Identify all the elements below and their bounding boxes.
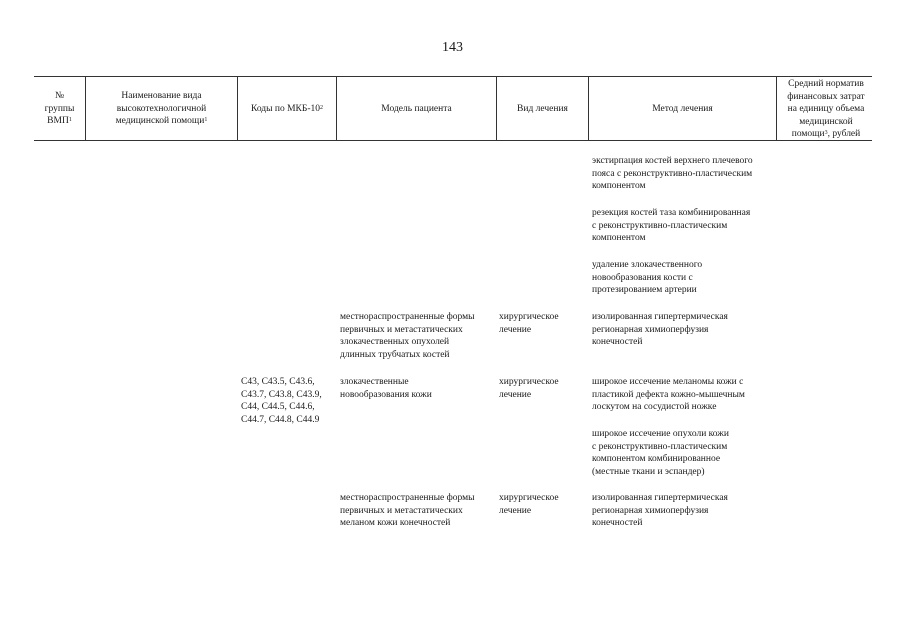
page-number: 143 (442, 40, 463, 55)
row-7-treatment: хирургическое лечение (499, 493, 559, 516)
row-5-codes: C43, C43.5, C43.6, C43.7, C43.8, C43.9, C44, C44.5, C44.6, C44.7, C44.8, C44.9 (241, 377, 322, 425)
header-group-number: № группы ВМП$^1$ (44, 91, 75, 127)
row-5-method: широкое иссечение меланомы кожи с пластикой дефекта кожно-мышечным лоскутом на сосудистой ножке (592, 377, 745, 413)
row-7-model: местнораспространенные формы первичных и метастатических меланом кожи конечностей (340, 493, 475, 529)
header-patient-model: Модель пациента (381, 104, 452, 114)
row-4-model: местнораспространенные формы первичных и метастатических злокачественных опухолей длинных трубчатых костей (340, 312, 475, 360)
header-treatment-method: Метод лечения (652, 104, 713, 114)
row-4-method: изолированная гипертермическая регионарная химиоперфузия конечностей (592, 312, 728, 348)
header-top-border (34, 76, 872, 77)
header-bottom-border (34, 140, 872, 141)
row-1-method: экстирпация костей верхнего плечевого пояса с реконструктивно-пластическим компонентом (592, 156, 753, 192)
row-5-model: злокачественные новообразования кожи (340, 377, 432, 400)
row-2-method: резекция костей таза комбинированная с реконструктивно-пластическим компонентом (592, 208, 751, 244)
header-care-type: Наименование вида высокотехнологичной медицинской помощи$^1$ (115, 91, 208, 127)
row-6-method: широкое иссечение опухоли кожи с реконструктивно-пластическим компонентом комбинированное (местные ткани и эспандер) (592, 429, 729, 477)
row-7-method: изолированная гипертермическая регионарная химиоперфузия конечностей (592, 493, 728, 529)
header-cost-norm: Средний норматив финансовых затрат на единицу объема медицинской помощи$^3$, рублей (787, 79, 865, 140)
row-4-treatment: хирургическое лечение (499, 312, 559, 335)
row-5-treatment: хирургическое лечение (499, 377, 559, 400)
header-icd-codes: Коды по МКБ-$10^2$ (250, 104, 324, 114)
row-3-method: удаление злокачественного новообразования кости с протезированием артерии (592, 260, 703, 296)
header-treatment-type: Вид лечения (517, 104, 568, 114)
